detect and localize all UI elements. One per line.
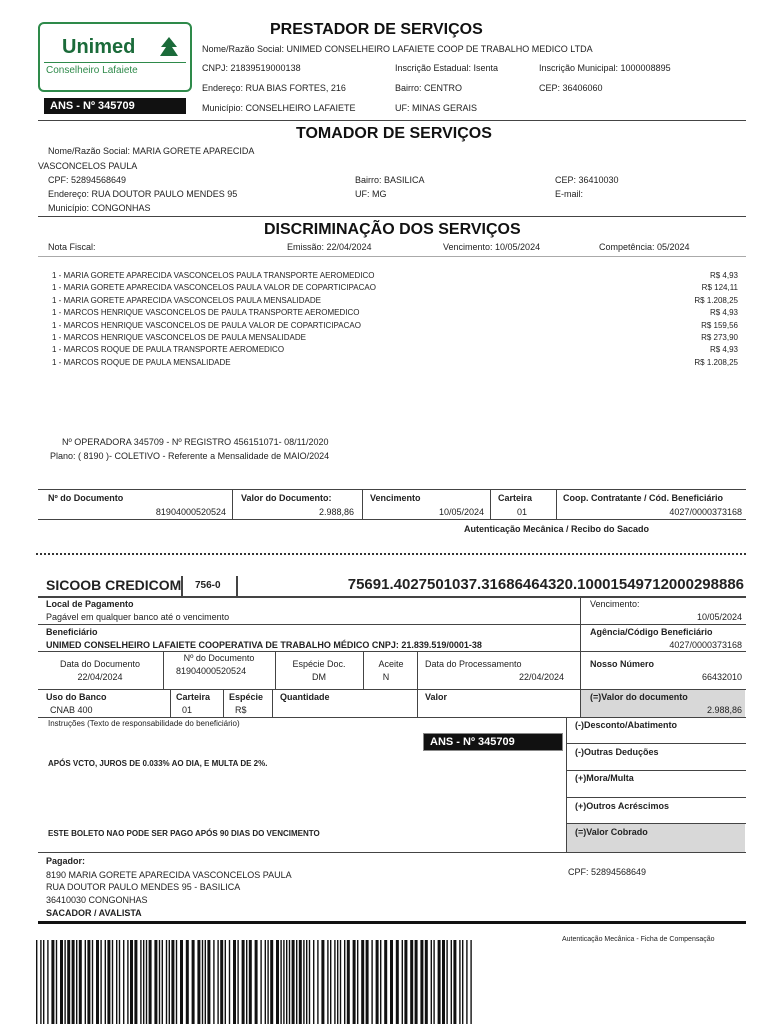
prestador-cep: CEP: 36406060 (539, 83, 603, 93)
boleto-vencimento: 10/05/2024 (696, 612, 742, 622)
especie: R$ (235, 705, 247, 715)
prestador-bairro: Bairro: CENTRO (395, 83, 463, 93)
h-especie: Espécie (229, 692, 264, 702)
h-valor-documento: (=)Valor do documento (590, 692, 688, 702)
linha-digitavel: 75691.4027501037.31686464320.10001549712000298886 (347, 576, 744, 593)
service-item-desc: 1 - MARIA GORETE APARECIDA VASCONCELOS PAULA TRANSPORTE AEROMEDICO (52, 271, 375, 280)
service-item-desc: 1 - MARCOS ROQUE DE PAULA TRANSPORTE AEROMEDICO (52, 345, 285, 355)
service-item-desc: 1 - MARCOS HENRIQUE VASCONCELOS DE PAULA MENSALIDADE (52, 333, 306, 342)
service-item-value: R$ 1.208,25 (694, 295, 738, 305)
numero-documento: 81904000520524 (176, 666, 247, 676)
uso-banco: CNAB 400 (50, 705, 93, 715)
h-agencia: Agência/Código Beneficiário (590, 627, 713, 637)
tomador-title: TOMADOR DE SERVIÇOS (296, 125, 492, 142)
tomador-razao-1: Nome/Razão Social: MARIA GORETE APARECIDA (48, 146, 255, 156)
service-item-value: R$ 159,56 (701, 320, 738, 330)
discriminacao-title: DISCRIMINAÇÃO DOS SERVIÇOS (264, 221, 521, 238)
tomador-email: E-mail: (555, 189, 584, 199)
tomador-razao-2: VASCONCELOS PAULA (38, 161, 138, 171)
valor-cobrado: (=)Valor Cobrado (575, 827, 648, 837)
prestador-cnpj: CNPJ: 21839519000138 (202, 63, 301, 73)
h-uso-banco: Uso do Banco (46, 692, 107, 702)
service-item-desc: 1 - MARCOS ROQUE DE PAULA MENSALIDADE (52, 357, 231, 367)
pagador-nome: 8190 MARIA GORETE APARECIDA VASCONCELOS PAULA (46, 870, 292, 880)
unimed-tree-icon (158, 36, 180, 58)
recibo-coop: 4027/0000373168 (669, 507, 742, 517)
service-item-desc: 1 - MARIA GORETE APARECIDA VASCONCELOS PAULA VALOR DE COPARTICIPACAO (52, 283, 376, 293)
service-item-value: R$ 273,90 (701, 333, 738, 342)
tomador-municipio: Município: CONGONHAS (48, 203, 151, 213)
recibo-h-venc: Vencimento (370, 493, 421, 503)
unimed-logo (38, 22, 192, 92)
ans-badge-boleto: ANS - Nº 345709 (423, 733, 563, 751)
service-item-value: R$ 1.208,25 (694, 357, 738, 367)
service-item-desc: 1 - MARIA GORETE APARECIDA VASCONCELOS PAULA MENSALIDADE (52, 295, 321, 305)
instrucao-aviso: ESTE BOLETO NAO PODE SER PAGO APÓS 90 DIAS DO VENCIMENTO (48, 829, 320, 838)
service-item-desc: 1 - MARCOS HENRIQUE VASCONCELOS DE PAULA TRANSPORTE AEROMEDICO (52, 308, 360, 318)
valor-documento: 2.988,86 (706, 705, 742, 715)
h-beneficiario: Beneficiário (46, 627, 98, 637)
tomador-cep: CEP: 36410030 (555, 175, 619, 185)
prestador-razao: Nome/Razão Social: UNIMED CONSELHEIRO LAFAIETE COOP DE TRABALHO MEDICO LTDA (202, 44, 593, 54)
h-valor: Valor (425, 692, 448, 702)
sacador-avalista: SACADOR / AVALISTA (46, 908, 142, 918)
plano: Plano: ( 8190 )- COLETIVO - Referente a Mensalidade de MAIO/2024 (50, 451, 330, 461)
mora-multa: (+)Mora/Multa (575, 773, 634, 783)
prestador-im: Inscrição Municipal: 1000008895 (539, 63, 671, 73)
prestador-endereco: Endereço: RUA BIAS FORTES, 216 (202, 83, 346, 93)
recibo-h-valor: Valor do Documento: (241, 493, 332, 503)
competencia: Competência: 05/2024 (599, 242, 690, 252)
operadora: Nº OPERADORA 345709 - Nº REGISTRO 456151071- 08/11/2020 (62, 437, 329, 447)
h-aceite: Aceite (378, 659, 404, 669)
h-boleto-vencimento: Vencimento: (590, 599, 640, 609)
emissao: Emissão: 22/04/2024 (287, 242, 372, 252)
h-nosso-numero: Nosso Número (590, 659, 655, 669)
prestador-uf: UF: MINAS GERAIS (395, 103, 478, 113)
tomador-bairro: Bairro: BASILICA (355, 175, 425, 185)
instrucao-juros: APÓS VCTO, JUROS DE 0.033% AO DIA, E MULTA DE 2%. (48, 759, 268, 768)
tomador-cpf: CPF: 52894568649 (48, 175, 127, 185)
aceite: N (382, 672, 390, 682)
h-especie-doc: Espécie Doc. (292, 659, 346, 669)
service-item-value: R$ 4,93 (709, 308, 738, 318)
data-documento: 22/04/2024 (77, 672, 123, 682)
logo-subtitle: Conselheiro Lafaiete (46, 65, 138, 76)
autenticacao-ficha: Autenticação Mecânica - Ficha de Compensação (562, 936, 715, 943)
recibo-doc: 81904000520524 (155, 507, 226, 517)
h-numero-documento: Nº do Documento (183, 653, 255, 663)
especie-doc: DM (312, 672, 326, 682)
h-local-pagamento: Local de Pagamento (46, 599, 134, 609)
h-data-processamento: Data do Processamento (425, 659, 522, 669)
pagador-cidade: 36410030 CONGONHAS (46, 895, 148, 905)
prestador-ie: Inscrição Estadual: Isenta (395, 63, 499, 73)
prestador-title: PRESTADOR DE SERVIÇOS (270, 21, 483, 38)
logo-brand: Unimed (62, 36, 136, 58)
agencia: 4027/0000373168 (669, 640, 742, 650)
barcode (36, 940, 476, 1024)
recibo-valor: 2.988,86 (318, 507, 354, 517)
recibo-venc: 10/05/2024 (438, 507, 484, 517)
bank-code: 756-0 (195, 580, 221, 591)
ans-badge: ANS - Nº 345709 (44, 98, 186, 114)
pagador-endereco: RUA DOUTOR PAULO MENDES 95 - BASILICA (46, 882, 241, 892)
recibo-h-doc: Nº do Documento (48, 493, 124, 503)
tomador-uf: UF: MG (355, 189, 387, 199)
h-data-documento: Data do Documento (59, 659, 141, 669)
h-carteira: Carteira (176, 692, 211, 702)
bank-name: SICOOB CREDICOM (46, 577, 182, 593)
desconto-abatimento: (-)Desconto/Abatimento (575, 720, 677, 730)
service-item-desc: 1 - MARCOS HENRIQUE VASCONCELOS DE PAULA VALOR DE COPARTICIPACAO (52, 320, 361, 330)
outras-deducoes: (-)Outras Deduções (575, 747, 659, 757)
prestador-municipio: Município: CONSELHEIRO LAFAIETE (202, 103, 356, 113)
vencimento: Vencimento: 10/05/2024 (443, 242, 541, 252)
pagador-cpf: CPF: 52894568649 (568, 867, 647, 877)
nosso-numero: 66432010 (701, 672, 742, 682)
recibo-h-coop: Coop. Contratante / Cód. Beneficiário (563, 493, 724, 503)
service-item-value: R$ 124,11 (701, 283, 738, 293)
data-processamento: 22/04/2024 (518, 672, 564, 682)
local-pagamento: Pagável em qualquer banco até o vencimento (46, 612, 230, 622)
nota-fiscal: Nota Fiscal: (48, 242, 96, 252)
h-quantidade: Quantidade (280, 692, 330, 702)
service-item-value: R$ 4,93 (709, 345, 738, 355)
tomador-endereco: Endereço: RUA DOUTOR PAULO MENDES 95 (48, 189, 238, 199)
recibo-carteira: 01 (517, 507, 528, 517)
instrucoes-label: Instruções (Texto de responsabilidade do beneficiário) (48, 719, 240, 728)
outros-acrescimos: (+)Outros Acréscimos (575, 801, 669, 811)
beneficiario: UNIMED CONSELHEIRO LAFAIETE COOPERATIVA DE TRABALHO MÉDICO CNPJ: 21.839.519/0001-38 (46, 640, 482, 650)
recibo-h-carteira: Carteira (498, 493, 533, 503)
service-item-value: R$ 4,93 (709, 271, 738, 280)
h-pagador: Pagador: (46, 856, 86, 866)
recibo-autenticacao: Autenticação Mecânica / Recibo do Sacado (464, 524, 650, 534)
carteira: 01 (182, 705, 193, 715)
